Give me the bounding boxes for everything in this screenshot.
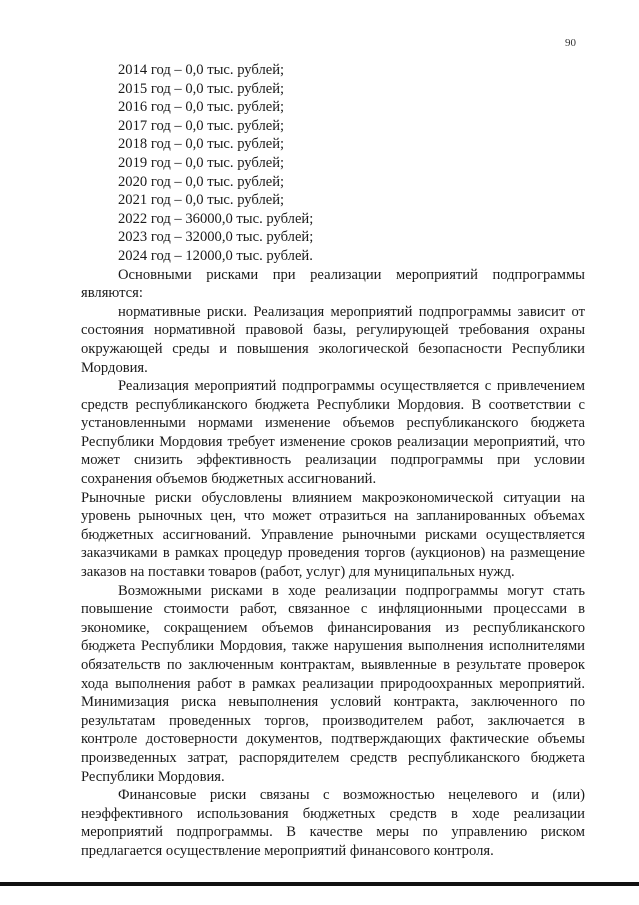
list-item: 2024 год – 12000,0 тыс. рублей. bbox=[118, 247, 313, 264]
paragraph-market-risks: Рыночные риски обусловлены влиянием макроэкономической ситуации на уровень рыночных цен, что может отразиться на запланированных объемах бюджетных ассигнований. Управление рыночными рисками осуществляется заказчиками в рамках процедур проведения торгов (аукционов) на размещение заказов на поставки товаров (работ, услуг) для муниципальных нужд. bbox=[81, 489, 585, 581]
paragraph-budget-funding: Реализация мероприятий подпрограммы осуществляется с привлечением средств республиканского бюджета Республики Мордовия. В соответствии с установленными нормами изменение объемов республиканского бюджета Республики Мордовия требует изменение сроков реализации мероприятий, что может снизить эффективность реализации подпрограммы при условии сохранения объемов бюджетных ассигнований. bbox=[81, 378, 585, 488]
list-item: 2014 год – 0,0 тыс. рублей; bbox=[118, 62, 285, 78]
list-item: 2018 год – 0,0 тыс. рублей; bbox=[118, 136, 285, 153]
list-item: 2023 год – 32000,0 тыс. рублей; bbox=[118, 229, 314, 246]
list-item: 2021 год – 0,0 тыс. рублей; bbox=[118, 192, 285, 209]
list-item: 2022 год – 36000,0 тыс. рублей; bbox=[118, 210, 314, 227]
list-item: 2017 год – 0,0 тыс. рублей; bbox=[118, 117, 285, 134]
paragraph-normative-risks: нормативные риски. Реализация мероприятий подпрограммы зависит от состояния нормативной правовой базы, регулирующей требования охраны окружающей среды и повышения экологической безопасности Республики Мордовия. bbox=[81, 303, 585, 376]
document-body bbox=[81, 61, 585, 861]
list-item: 2016 год – 0,0 тыс. рублей; bbox=[118, 99, 285, 116]
paragraph-risks-intro: Основными рисками при реализации мероприятий подпрограммы являются: bbox=[81, 266, 585, 302]
paragraph-possible-risks: Возможными рисками в ходе реализации подпрограммы могут стать повышение стоимости работ, связанное с инфляционными процессами в экономике, сокращением объемов финансирования из республиканского бюджета Республики Мордовия, также нарушения выполнения исполнителями обязательств по заключенным контрактам, выявленные в результате проверок хода выполнения работ в рамках реализации природоохранных мероприятий. Минимизация риска невыполнения условий контракта, заключенного по результатам проведенных торгов, производителем работ, заключается в контроле достоверности документов, подтверждающих фактические объемы произведенных затрат, распорядителем средств республиканского бюджета Республики Мордовия. bbox=[81, 582, 585, 785]
page-number: 90 bbox=[565, 37, 576, 49]
list-item: 2020 год – 0,0 тыс. рублей; bbox=[118, 173, 285, 190]
page-bottom-border bbox=[0, 882, 639, 886]
funding-by-year-list bbox=[81, 61, 585, 266]
list-item: 2019 год – 0,0 тыс. рублей; bbox=[118, 154, 285, 171]
paragraph-financial-risks: Финансовые риски связаны с возможностью нецелевого и (или) неэффективного использования бюджетных средств в ходе реализации мероприятий подпрограммы. В качестве меры по управлению риском предлагается осуществление мероприятий финансового контроля. bbox=[81, 787, 585, 859]
list-item: 2015 год – 0,0 тыс. рублей; bbox=[118, 80, 285, 97]
